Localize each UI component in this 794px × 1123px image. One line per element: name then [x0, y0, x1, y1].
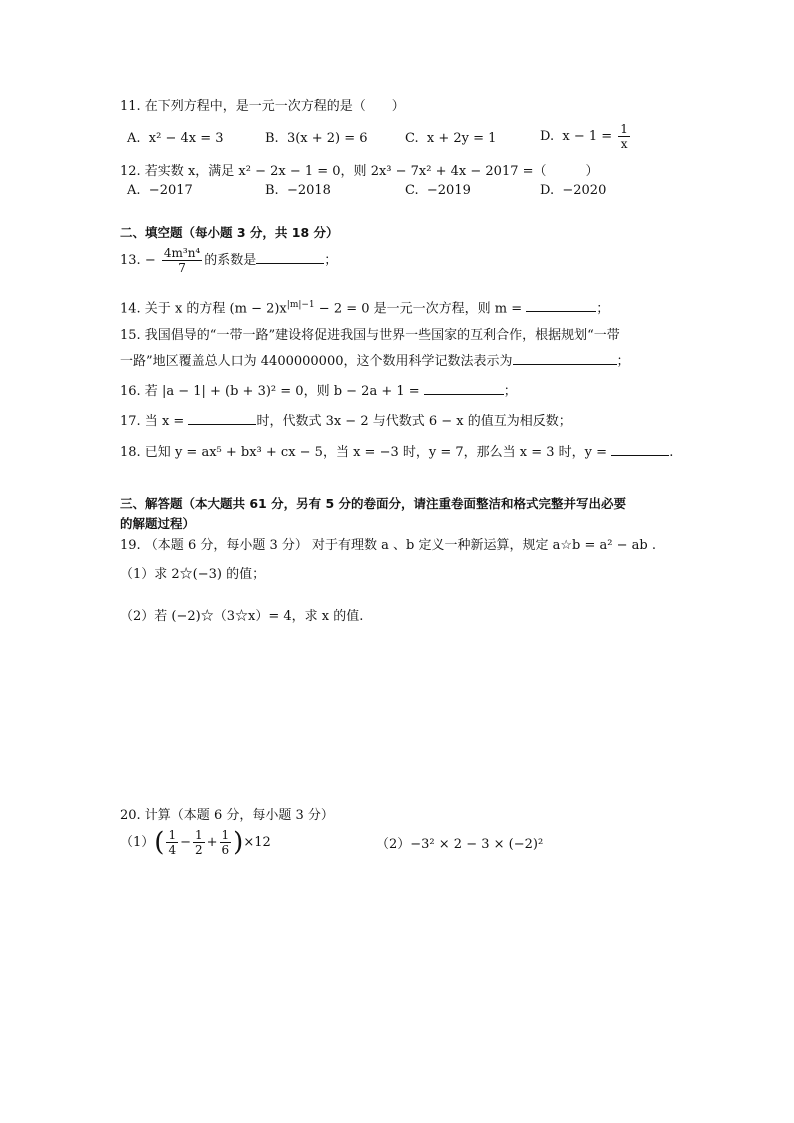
fraction	[220, 828, 232, 857]
q11-option-d	[540, 122, 632, 151]
q15-line1: 15. 我国倡导的“一带一路”建设将促进我国与世界一些国家的互利合作，根据规划“一带	[120, 328, 620, 343]
q12-stem: 12. 若实数 x，满足 x² − 2x − 1 = 0，则 2x³ − 7x² + 4x − 2017 =（ ）	[120, 164, 599, 179]
q15-line2-text: 一路”地区覆盖总人口为 4400000000，这个数用科学记数法表示为	[120, 354, 513, 369]
q20-part1-tail: ×12	[243, 835, 271, 850]
option-letter: C.	[405, 131, 419, 146]
fraction-numerator: 4m³n⁴	[163, 246, 201, 260]
q15-end: ；	[616, 354, 630, 369]
q19-stem: 19. （本题 6 分，每小题 3 分） 对于有理数 a 、b 定义一种新运算，规定 a☆b = a² − ab .	[120, 538, 656, 553]
fraction-numerator: 1	[221, 828, 230, 842]
left-paren: (	[154, 827, 165, 858]
q11-option-a	[127, 130, 224, 148]
right-paren: )	[233, 827, 244, 858]
option-expr: x² − 4x = 3	[148, 131, 224, 146]
q16-end: ；	[503, 384, 517, 399]
q12-option-d	[540, 182, 606, 200]
q11-stem: 11. 在下列方程中，是一元一次方程的是（ ）	[120, 99, 405, 114]
fraction-numerator: 1	[194, 828, 203, 842]
q18	[120, 441, 673, 462]
option-expr: 3(x + 2) = 6	[286, 131, 368, 146]
q14	[120, 296, 609, 318]
q13	[120, 246, 337, 275]
fraction	[618, 122, 630, 151]
answer-blank[interactable]	[513, 350, 617, 365]
fraction-denominator: 2	[194, 843, 203, 857]
option-expr: x + 2y = 1	[426, 131, 497, 146]
option-letter: A.	[127, 131, 141, 146]
q14-exponent: |m|−1	[286, 300, 315, 310]
fraction-denominator: 4	[168, 843, 177, 857]
option-expr: −2019	[426, 183, 471, 198]
option-letter: C.	[405, 183, 419, 198]
q12-option-c	[405, 182, 471, 200]
option-letter: D.	[540, 129, 555, 144]
option-expr: −2017	[148, 183, 193, 198]
section-2-title: 二、填空题（每小题 3 分，共 18 分）	[120, 225, 339, 240]
fraction-denominator: 6	[221, 843, 230, 857]
fraction-numerator: 1	[168, 828, 177, 842]
q16-prefix: 16. 若 |a − 1| + (b + 3)² = 0，则 b − 2a + 1 =	[120, 384, 420, 399]
q13-end: ；	[324, 253, 338, 268]
minus-sign: −	[144, 253, 156, 268]
fraction	[162, 246, 202, 275]
q19-part1: （1）求 2☆(−3) 的值；	[120, 567, 266, 582]
option-expr: −2018	[286, 183, 331, 198]
q20-part1	[120, 828, 271, 857]
q14-prefix: 14. 关于 x 的方程 (m − 2)x	[120, 301, 287, 317]
fraction	[166, 828, 178, 857]
q17	[120, 410, 572, 431]
q20-stem: 20. 计算（本题 6 分，每小题 3 分）	[120, 808, 334, 823]
option-letter: B.	[265, 131, 279, 146]
q11-option-b	[265, 130, 368, 148]
q16	[120, 380, 517, 401]
q20-part2: （2）−3² × 2 − 3 × (−2)²	[376, 837, 544, 852]
fraction	[193, 828, 205, 857]
question-number: 13.	[120, 253, 141, 268]
answer-blank[interactable]	[424, 380, 504, 395]
answer-blank[interactable]	[526, 297, 596, 312]
part-label: （1）	[120, 835, 155, 850]
q18-end: .	[669, 445, 674, 460]
q17-suffix: 时，代数式 3x − 2 与代数式 6 − x 的值互为相反数；	[256, 414, 572, 429]
q19-part2: （2）若 (−2)☆（3☆x）= 4，求 x 的值.	[120, 609, 364, 624]
option-letter: B.	[265, 183, 279, 198]
answer-blank[interactable]	[611, 441, 669, 456]
q18-prefix: 18. 已知 y = ax⁵ + bx³ + cx − 5，当 x = −3 时，y = 7，那么当 x = 3 时，y =	[120, 445, 608, 460]
answer-blank[interactable]	[256, 249, 324, 264]
q15-line2	[120, 350, 630, 371]
q12-option-a	[127, 182, 193, 200]
fraction-numerator: 1	[620, 122, 628, 136]
fraction-denominator: x	[620, 137, 628, 151]
q11-option-c	[405, 130, 496, 148]
option-letter: A.	[127, 183, 141, 198]
section-3-title-line1: 三、解答题（本大题共 61 分，另有 5 分的卷面分，请注重卷面整洁和格式完整并写出必要	[120, 496, 627, 511]
q17-prefix: 17. 当 x =	[120, 414, 185, 429]
operator: +	[206, 835, 218, 850]
option-expr: −2020	[562, 183, 607, 198]
q14-middle: − 2 = 0 是一元一次方程，则 m =	[314, 301, 523, 317]
option-letter: D.	[540, 183, 555, 198]
section-3-title-line2: 的解题过程）	[120, 516, 196, 531]
option-expr: x − 1 =	[562, 129, 613, 144]
fraction-denominator: 7	[178, 261, 186, 275]
q13-suffix: 的系数是	[204, 253, 257, 268]
q12-option-b	[265, 182, 331, 200]
q14-end: ；	[596, 301, 610, 317]
answer-blank[interactable]	[188, 410, 256, 425]
operator: −	[180, 835, 191, 850]
